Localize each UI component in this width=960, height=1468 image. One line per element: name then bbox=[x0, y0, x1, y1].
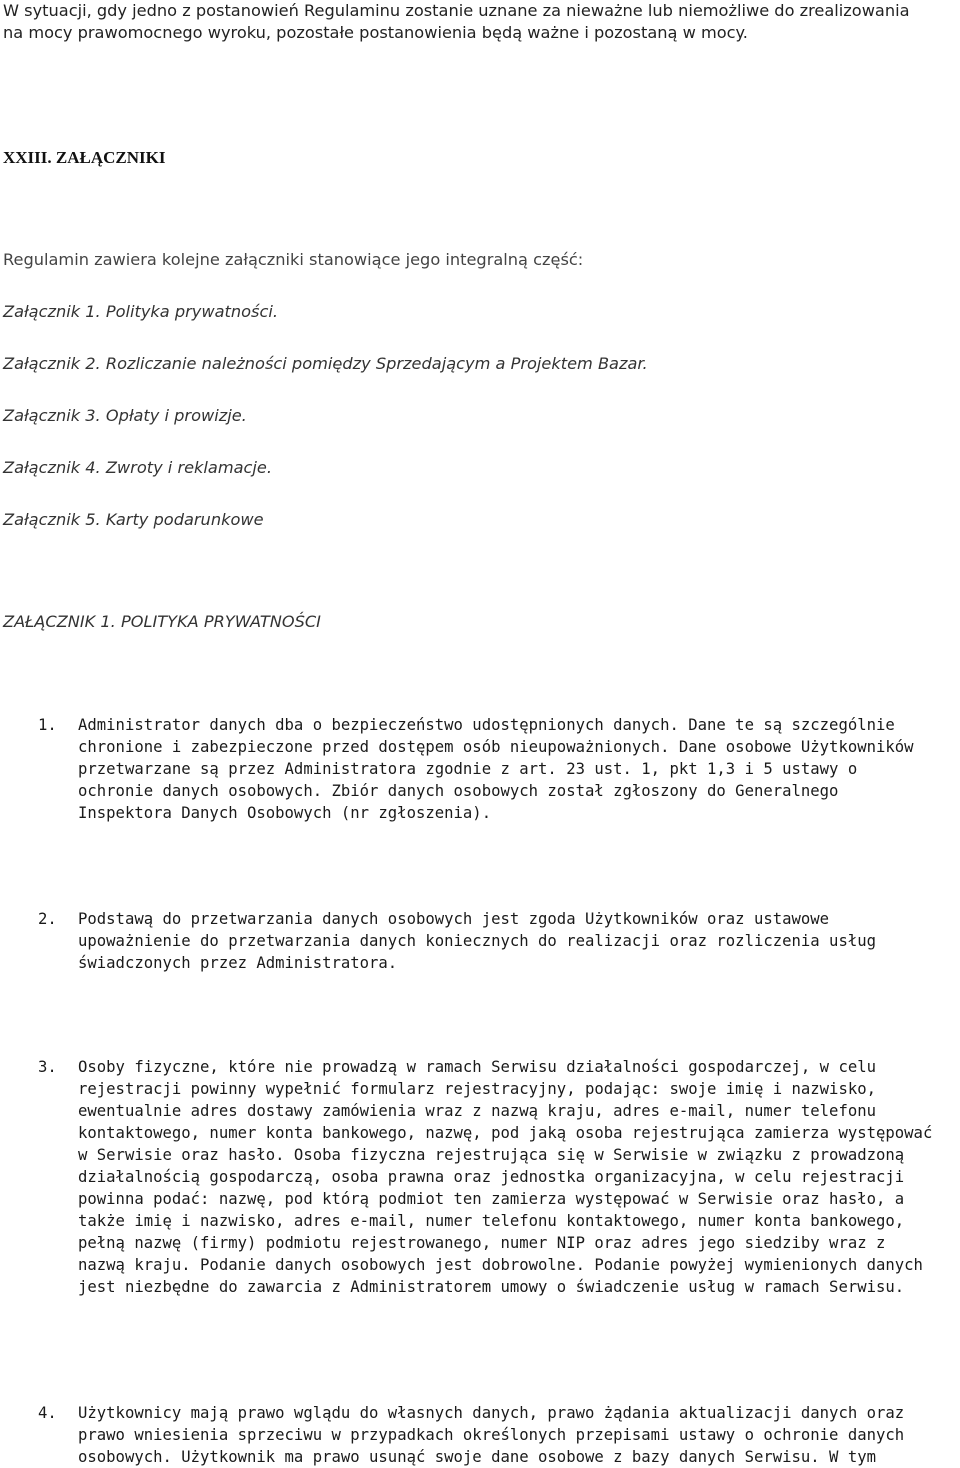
attachment-item: Załącznik 2. Rozliczanie należności pomiędzy Sprzedającym a Projektem Bazar. bbox=[3, 354, 648, 373]
paragraph-number: 3. bbox=[38, 1058, 57, 1076]
paragraph-text: Użytkownicy mają prawo wglądu do własnych danych, prawo żądania aktualizacji danych oraz prawo wniesienia sprzeciwu w przypadkach określonych przepisami ustawy o ochronie danych osobowych. Użytkownik ma prawo usunąć swoje dane osobowe z bazy danych Serwisu. W tym bbox=[78, 1404, 905, 1466]
attachment-item: Załącznik 4. Zwroty i reklamacje. bbox=[3, 458, 273, 477]
paragraph-text: Administrator danych dba o bezpieczeństwo udostępnionych danych. Dane te są szczególnie chronione i zabezpieczone przed dostępem osób nieupoważnionych. Dane osobowe Użytkowników przetwarzane są przez Administratora zgodnie z art. 23 ust. 1, pkt 1,3 i 5 ustawy o ochronie danych osobowych. Zbiór danych osobowych został zgłoszony do Generalnego Inspektora Danych Osobowych (nr zgłoszenia). bbox=[78, 716, 914, 822]
paragraph-text: Osoby fizyczne, które nie prowadzą w ramach Serwisu działalności gospodarczej, w celu rejestracji powinny wypełnić formularz rejestracyjny, podając: swoje imię i nazwisko, ewentualnie adres dostawy zamówienia wraz z nazwą kraju, adres e-mail, numer telefonu kontaktowego, numer konta bankowego, nazwę, pod jaką osoba rejestrująca zamierza występować w Serwisie oraz hasło. Osoba fizyczna rejestrująca się w Serwisie w związku z prowadzoną działalnością gospodarczą, osoba prawna oraz jednostka organizacyjna, w celu rejestracji powinna podać: nazwę, pod którą podmiot ten zamierza występować w Serwisie oraz hasło, a także imię i nazwisko, adres e-mail, numer telefonu kontaktowego, numer konta bankowego, pełną nazwę (firmy) podmiotu rejestrowanego, numer NIP oraz adres jego siedziby wraz z nazwą kraju. Podanie danych osobowych jest dobrowolne. Podanie powyżej wymienionych danych jest niezbędne do zawarcia z Administratorem umowy o świadczenie usług w ramach Serwisu. bbox=[78, 1058, 933, 1296]
intro-paragraph: W sytuacji, gdy jedno z postanowień Regulaminu zostanie uznane za nieważne lub niemożliwe do zrealizowania na mocy prawomocnego wyroku, pozostałe postanowienia będą ważne i pozostaną w mocy. bbox=[3, 1, 910, 42]
paragraph-number: 1. bbox=[38, 716, 57, 734]
annex-title: ZAŁĄCZNIK 1. POLITYKA PRYWATNOŚCI bbox=[3, 612, 321, 631]
paragraph-number: 4. bbox=[38, 1404, 57, 1422]
numbered-paragraph bbox=[38, 908, 938, 974]
numbered-paragraph bbox=[38, 1402, 938, 1468]
paragraph-number: 2. bbox=[38, 910, 57, 928]
attachment-item: Załącznik 5. Karty podarunkowe bbox=[3, 510, 264, 529]
attachment-item: Załącznik 1. Polityka prywatności. bbox=[3, 302, 279, 321]
numbered-paragraph bbox=[38, 714, 938, 824]
section-lead: Regulamin zawiera kolejne załączniki stanowiące jego integralną część: bbox=[3, 250, 584, 269]
paragraph-text: Podstawą do przetwarzania danych osobowych jest zgoda Użytkowników oraz ustawowe upoważnienie do przetwarzania danych koniecznych do realizacji oraz rozliczenia usług świadczonych przez Administratora. bbox=[78, 910, 876, 972]
numbered-paragraph bbox=[38, 1056, 938, 1298]
section-heading: XXIII. ZAŁĄCZNIKI bbox=[3, 148, 166, 167]
attachment-item: Załącznik 3. Opłaty i prowizje. bbox=[3, 406, 247, 425]
